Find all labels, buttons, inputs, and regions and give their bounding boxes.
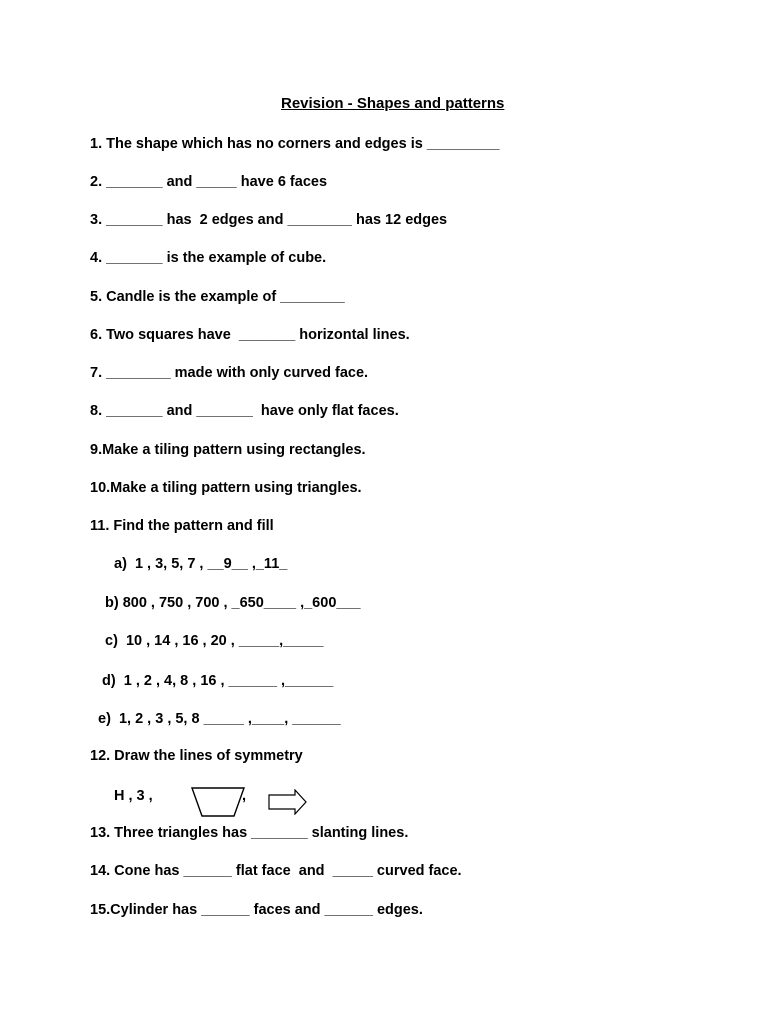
symmetry-separator: , <box>242 788 247 804</box>
question-1: 1. The shape which has no corners and edges is _________ <box>90 136 500 152</box>
question-11: 11. Find the pattern and fill <box>90 518 274 534</box>
question-6: 6. Two squares have _______ horizontal lines. <box>90 327 410 343</box>
question-9: 9.Make a tiling pattern using rectangles. <box>90 442 366 458</box>
pattern-c: c) 10 , 14 , 16 , 20 , _____,_____ <box>105 633 324 649</box>
pattern-b: b) 800 , 750 , 700 , _650____ ,_600___ <box>105 595 361 611</box>
pattern-d: d) 1 , 2 , 4, 8 , 16 , ______ ,______ <box>102 673 334 689</box>
question-10: 10.Make a tiling pattern using triangles. <box>90 480 362 496</box>
question-7: 7. ________ made with only curved face. <box>90 365 369 381</box>
trapezoid-shape <box>190 786 246 818</box>
question-5: 5. Candle is the example of ________ <box>90 289 345 305</box>
question-8: 8. _______ and _______ have only flat faces. <box>90 403 399 419</box>
question-2: 2. _______ and _____ have 6 faces <box>90 174 328 190</box>
symmetry-letters: H , 3 , <box>114 788 153 804</box>
question-15: 15.Cylinder has ______ faces and ______ edges. <box>90 902 423 918</box>
question-14: 14. Cone has ______ flat face and _____ curved face. <box>90 863 462 879</box>
worksheet-title: Revision - Shapes and patterns <box>281 95 505 112</box>
arrow-shape <box>268 789 308 815</box>
pattern-e: e) 1, 2 , 3 , 5, 8 _____ ,____, ______ <box>98 711 341 727</box>
question-3: 3. _______ has 2 edges and ________ has 12 edges <box>90 212 448 228</box>
question-4: 4. _______ is the example of cube. <box>90 250 327 266</box>
pattern-a: a) 1 , 3, 5, 7 , __9__ ,_11_ <box>114 556 288 572</box>
question-12: 12. Draw the lines of symmetry <box>90 748 303 764</box>
question-13: 13. Three triangles has _______ slanting lines. <box>90 825 409 841</box>
